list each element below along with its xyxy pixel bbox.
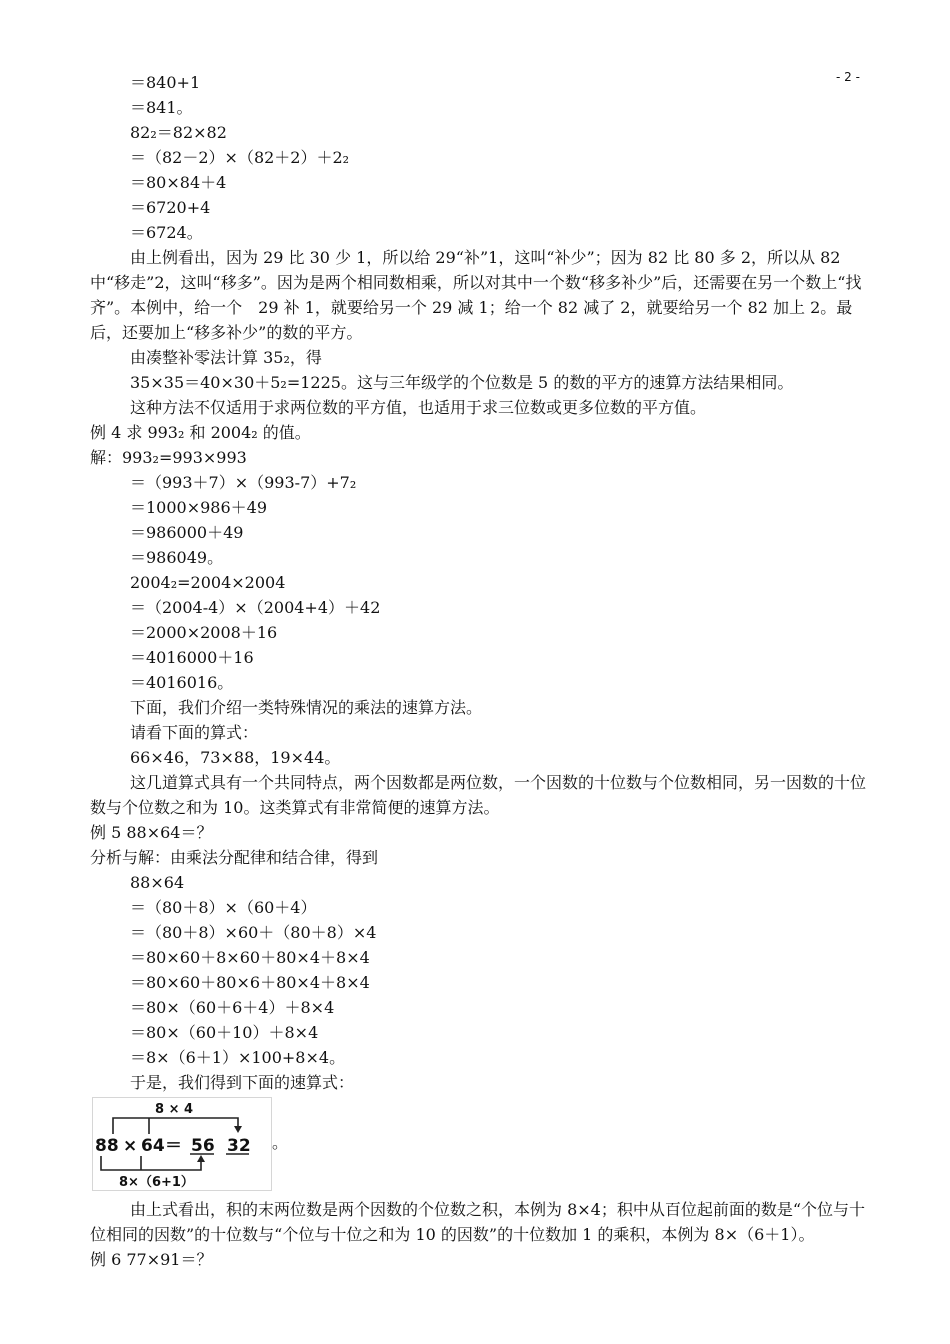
formula-times: × bbox=[123, 1136, 138, 1156]
text-line: 由上式看出，积的末两位数是两个因数的个位数之积，本例为 8×4；积中从百位起前面的数是“个位与十位相同的因数”的十位数与“个位与十位之和为 10 的因数”的十位数加 1 的乘积，本例为 8×（6＋1）。 bbox=[90, 1200, 866, 1244]
text-line: ＝80×60＋8×60＋80×4＋8×4 bbox=[130, 948, 370, 967]
text-line: ＝（993＋7）×（993-7）+7₂ bbox=[130, 473, 357, 492]
text-line: 于是，我们得到下面的速算式： bbox=[130, 1073, 355, 1092]
formula-result-low: 32 bbox=[227, 1136, 251, 1156]
formula-factor-b: 64 bbox=[141, 1136, 165, 1156]
text-line: 解：993₂=993×993 bbox=[90, 448, 247, 467]
text-line: ＝6724。 bbox=[130, 223, 203, 242]
text-line: 由凑整补零法计算 35₂，得 bbox=[130, 348, 322, 367]
text-line: 这种方法不仅适用于求两位数的平方值，也适用于求三位数或更多位数的平方值。 bbox=[130, 398, 707, 417]
text-line: 例 6 77×91＝？ bbox=[90, 1250, 213, 1269]
text-line: ＝4016016。 bbox=[130, 673, 234, 692]
text-line: ＝（80＋8）×（60＋4） bbox=[130, 898, 317, 917]
text-line: 66×46，73×88，19×44。 bbox=[130, 748, 341, 767]
text-line: 分析与解：由乘法分配律和结合律，得到 bbox=[90, 848, 379, 867]
text-line: ＝80×（60＋6＋4）＋8×4 bbox=[130, 998, 335, 1017]
text-line: ＝986049。 bbox=[130, 548, 224, 567]
text-line: 例 5 88×64＝？ bbox=[90, 823, 213, 842]
text-line: 这几道算式具有一个共同特点，两个因数都是两位数，一个因数的十位数与个位数相同，另一因数的十位数与个位数之和为 10。这类算式有非常简便的速算方法。 bbox=[90, 773, 867, 817]
text-line: ＝840+1 bbox=[130, 73, 201, 92]
formula-diagram bbox=[92, 1097, 272, 1191]
text-line: 35×35＝40×30＋5₂=1225。这与三年级学的个位数是 5 的数的平方的速算方法结果相同。 bbox=[130, 373, 794, 392]
text-line: ＝（82－2）×（82＋2）＋2₂ bbox=[130, 148, 350, 167]
text-line: ＝8×（6＋1）×100+8×4。 bbox=[130, 1048, 346, 1067]
text-line: ＝4016000＋16 bbox=[130, 648, 254, 667]
text-line: ＝1000×986＋49 bbox=[130, 498, 268, 517]
page-number: - 2 - bbox=[836, 70, 860, 84]
text-line: ＝80×60＋80×6＋80×4＋8×4 bbox=[130, 973, 370, 992]
text-line: ＝（2004-4）×（2004+4）＋42 bbox=[130, 598, 381, 617]
formula-end-mark: 。 bbox=[272, 1133, 289, 1152]
document-body bbox=[90, 70, 870, 1272]
formula-result-high: 56 bbox=[191, 1136, 215, 1156]
text-line: 2004₂=2004×2004 bbox=[130, 573, 286, 592]
text-line: 请看下面的算式： bbox=[130, 723, 259, 742]
text-line: ＝80×（60＋10）＋8×4 bbox=[130, 1023, 319, 1042]
text-block-bottom bbox=[90, 1197, 870, 1272]
formula-factor-a: 88 bbox=[95, 1136, 119, 1156]
text-line: ＝2000×2008＋16 bbox=[130, 623, 278, 642]
text-line: 88×64 bbox=[130, 873, 185, 892]
text-line: 82₂＝82×82 bbox=[130, 123, 227, 142]
text-line: 下面，我们介绍一类特殊情况的乘法的速算方法。 bbox=[130, 698, 483, 717]
text-line: 由上例看出，因为 29 比 30 少 1，所以给 29“补”1，这叫“补少”；因为 82 比 80 多 2，所以从 82 中“移走”2，这叫“移多”。因为是两个相同数相乘，所以对其中一个数“移多补少”后，还需要在另一个数上“找齐”。本例中，给一个 29 补 1，就要给另一个 29 减 1；给一个 82 减了 2，就要给另一个 82 加上 2。最后，还要加上“移多补少”的数的平方。 bbox=[90, 248, 862, 342]
text-line: ＝（80＋8）×60＋（80＋8）×4 bbox=[130, 923, 377, 942]
formula-equals: ＝ bbox=[165, 1136, 182, 1156]
text-line: ＝841。 bbox=[130, 98, 193, 117]
text-line: ＝80×84＋4 bbox=[130, 173, 227, 192]
text-line: 例 4 求 993₂ 和 2004₂ 的值。 bbox=[90, 423, 311, 442]
text-block-top bbox=[90, 70, 870, 1095]
formula-svg bbox=[93, 1098, 271, 1190]
text-line: ＝986000＋49 bbox=[130, 523, 244, 542]
text-line: ＝6720+4 bbox=[130, 198, 211, 217]
formula-top-label: 8 × 4 bbox=[155, 1102, 194, 1117]
formula-bottom-label: 8×（6+1） bbox=[119, 1175, 194, 1190]
shortcut-formula bbox=[90, 1097, 870, 1193]
